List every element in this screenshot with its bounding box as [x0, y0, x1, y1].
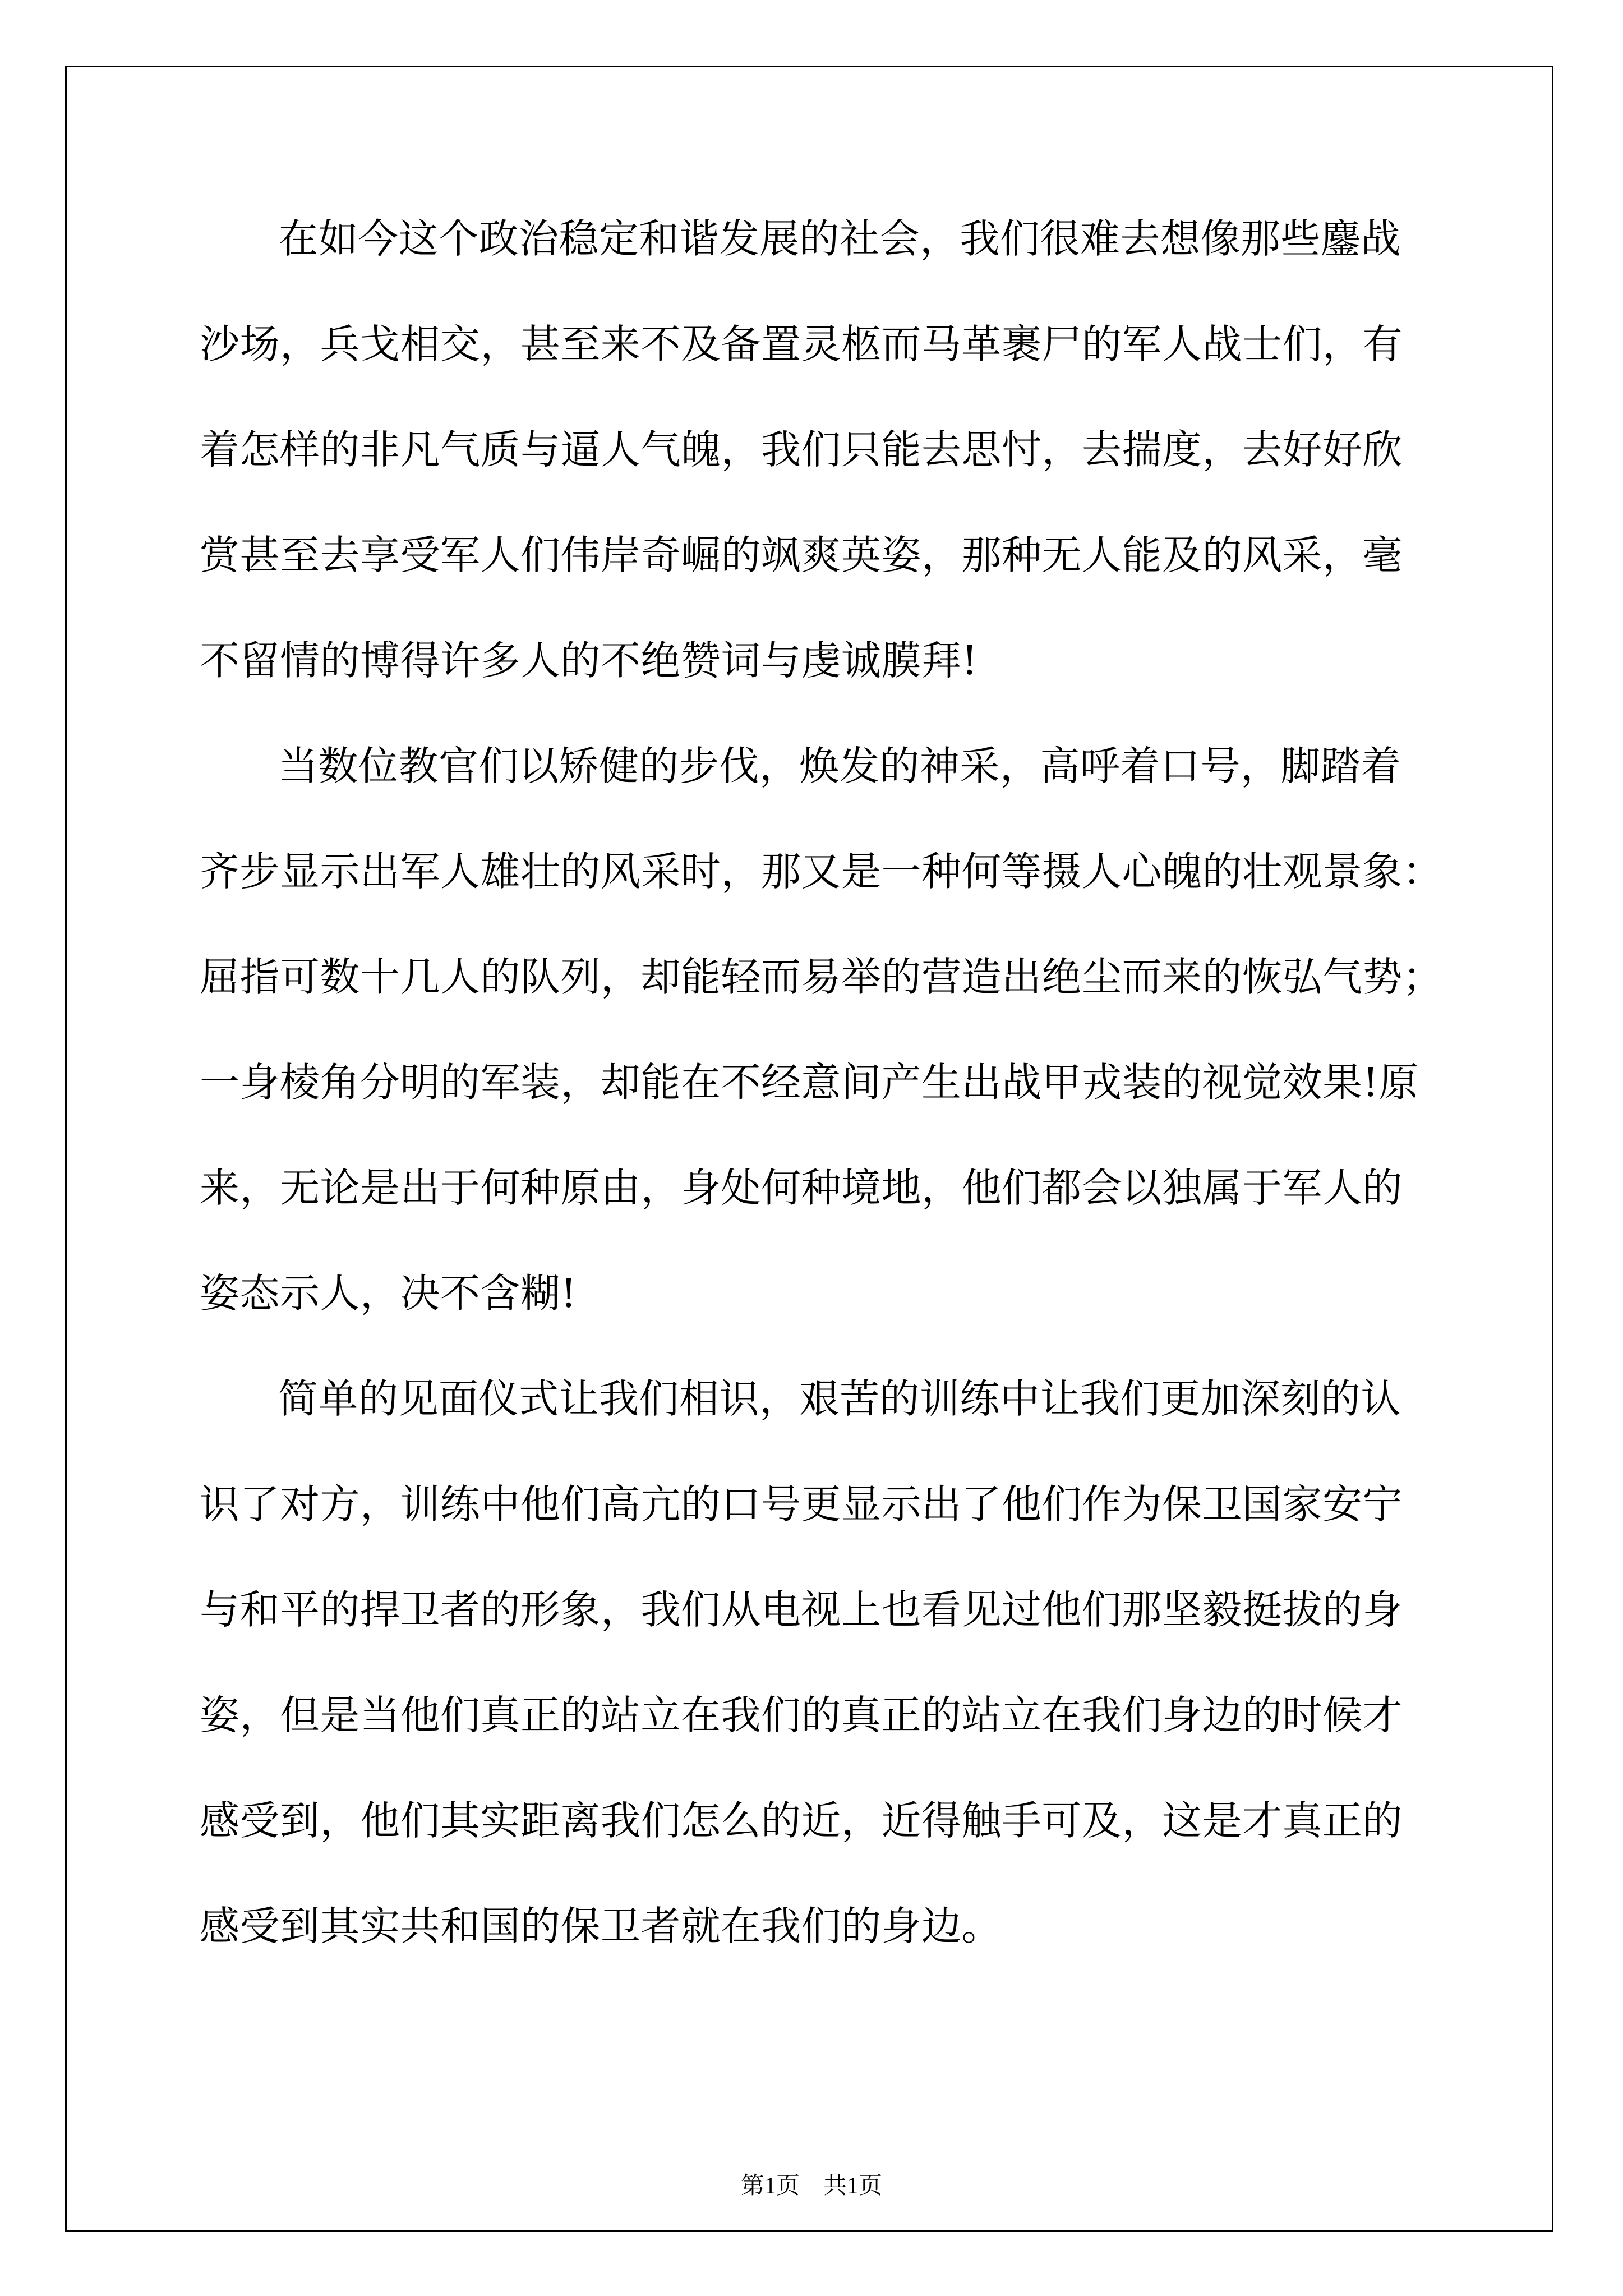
- paragraph-1: [200, 211, 1430, 738]
- paragraph-line: 姿态示人，决不含糊!: [200, 1270, 577, 1317]
- paragraph-2: [200, 738, 1443, 1371]
- paragraph-line: 不留情的博得许多人的不绝赞词与虔诚膜拜!: [200, 637, 978, 684]
- paragraph-line: 赏甚至去享受军人们伟岸奇崛的飒爽英姿，那种无人能及的风采，毫: [200, 532, 1403, 578]
- paragraph-line: 姿，但是当他们真正的站立在我们的真正的站立在我们身边的时候才: [200, 1692, 1403, 1738]
- paragraph-line: 识了对方，训练中他们高亢的口号更显示出了他们作为保卫国家安宁: [200, 1481, 1403, 1527]
- paragraph-line: 当数位教官们以矫健的步伐，焕发的神采，高呼着口号，脚踏着: [278, 743, 1401, 789]
- paragraph-line: 感受到其实共和国的保卫者就在我们的身边。: [200, 1903, 1002, 1949]
- paragraph-line: 在如今这个政治稳定和谐发展的社会，我们很难去想像那些鏖战: [278, 215, 1401, 262]
- document-body: [200, 211, 1443, 2004]
- paragraph-3: [200, 1371, 1430, 2004]
- paragraph-line: 一身棱角分明的军装，却能在不经意间产生出战甲戎装的视觉效果!原: [200, 1059, 1419, 1106]
- paragraph-line: 来，无论是出于何种原由，身处何种境地，他们都会以独属于军人的: [200, 1165, 1403, 1211]
- page-number-footer: 第1页 共1页: [740, 2173, 882, 2199]
- paragraph-line: 屈指可数十几人的队列，却能轻而易举的营造出绝尘而来的恢弘气势；: [200, 954, 1443, 1000]
- paragraph-line: 简单的见面仪式让我们相识，艰苦的训练中让我们更加深刻的认: [278, 1375, 1401, 1422]
- paragraph-line: 与和平的捍卫者的形象，我们从电视上也看见过他们那坚毅挺拔的身: [200, 1586, 1403, 1633]
- paragraph-line: 着怎样的非凡气质与逼人气魄，我们只能去思忖，去揣度，去好好欣: [200, 426, 1403, 473]
- paragraph-line: 沙场，兵戈相交，甚至来不及备置灵柩而马革裹尸的军人战士们，有: [200, 321, 1403, 367]
- paragraph-line: 感受到，他们其实距离我们怎么的近，近得触手可及，这是才真正的: [200, 1797, 1403, 1844]
- paragraph-line: 齐步显示出军人雄壮的风采时，那又是一种何等摄人心魄的壮观景象：: [200, 848, 1443, 895]
